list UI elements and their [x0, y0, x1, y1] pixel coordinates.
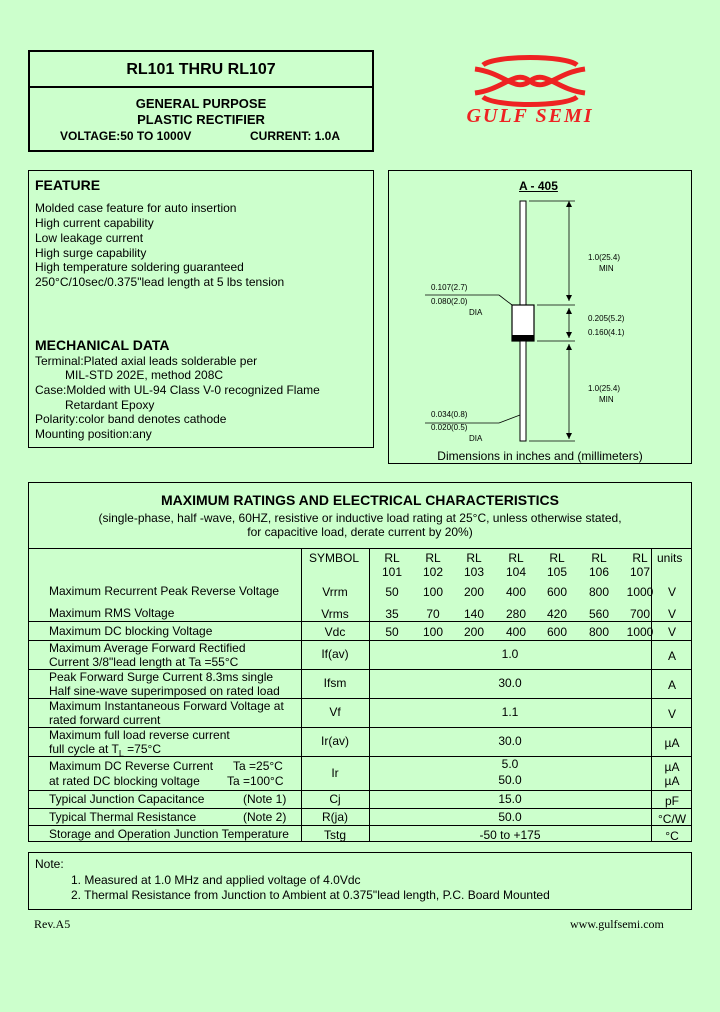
- row-unit-vdc: V: [667, 625, 676, 639]
- lead-length-bottom: 1.0(25.4): [588, 384, 621, 393]
- part-column-header-number: 105: [546, 565, 568, 579]
- row-value-vdc: 800: [588, 625, 610, 639]
- notes-box: [28, 852, 692, 910]
- voltage-rating: VOLTAGE:50 TO 1000V: [60, 129, 192, 143]
- irav-line2-text: full cycle at T: [49, 742, 119, 756]
- row-value-irav: 30.0: [498, 734, 522, 748]
- mechanical-line: Case:Molded with UL-94 Class V-0 recognized Flame: [35, 383, 320, 397]
- feature-item: Molded case feature for auto insertion: [35, 201, 237, 215]
- subtitle-box: [28, 86, 374, 152]
- mechanical-line: Polarity:color band denotes cathode: [35, 412, 227, 426]
- part-column-header-number: 104: [505, 565, 527, 579]
- subtitle-line2: PLASTIC RECTIFIER: [137, 112, 265, 127]
- current-rating: CURRENT: 1.0A: [250, 129, 341, 143]
- row-value-vrms: 560: [588, 607, 610, 621]
- row-value-vrrm: 400: [505, 585, 527, 599]
- title-box: [28, 50, 374, 88]
- revision-label: Rev.A5: [34, 917, 71, 931]
- row-label-ifav-line1: Maximum Average Forward Rectified: [49, 641, 246, 655]
- ratings-note-line1: (single-phase, half -wave, 60HZ, resistive or inductive load rating at 25°C, unless otherwise stated,: [98, 511, 622, 525]
- note-item: 1. Measured at 1.0 MHz and applied voltage of 4.0Vdc: [71, 873, 361, 887]
- notes-heading: Note:: [35, 857, 64, 871]
- row-value-vrms: 35: [385, 607, 399, 621]
- row-value-ifsm: 30.0: [498, 676, 522, 690]
- feature-item: High current capability: [35, 216, 154, 230]
- ratings-note-line2: for capacitive load, derate current by 20%): [247, 525, 473, 539]
- row-symbol-cj: Cj: [329, 792, 341, 806]
- row-unit-tstg: °C: [665, 829, 679, 843]
- row-label-irav-line2: [49, 742, 161, 758]
- lead-dia-max: 0.034(0.8): [431, 410, 468, 419]
- row-symbol-vrrm: Vrrm: [322, 585, 348, 599]
- lead-length-top: 1.0(25.4): [588, 253, 621, 262]
- row-value-ir-25: 5.0: [501, 757, 519, 771]
- part-column-header-number: 107: [629, 565, 651, 579]
- row-value-vdc: 400: [505, 625, 527, 639]
- units-column-header: units: [657, 551, 683, 565]
- part-column-header-number: 102: [422, 565, 444, 579]
- row-note-cj: (Note 1): [243, 792, 287, 806]
- ratings-title: MAXIMUM RATINGS AND ELECTRICAL CHARACTERISTICS: [161, 492, 559, 508]
- row-unit-ifav: A: [667, 649, 676, 663]
- feature-item: High temperature soldering guaranteed: [35, 260, 244, 274]
- row-symbol-rja: R(ja): [322, 810, 348, 824]
- part-column-header-number: 106: [588, 565, 610, 579]
- row-value-cj: 15.0: [498, 792, 522, 806]
- lead-dia-label: DIA: [469, 434, 483, 443]
- row-label-tstg: Storage and Operation Junction Temperature: [49, 827, 289, 841]
- row-value-ir-100: 50.0: [498, 773, 522, 787]
- lead-length-bottom-min: MIN: [599, 395, 614, 404]
- feature-box: [28, 170, 374, 448]
- row-value-vdc: 600: [546, 625, 568, 639]
- part-column-header-number: 103: [463, 565, 485, 579]
- row-value-vrrm: 1000: [626, 585, 654, 599]
- row-value-vdc: 1000: [626, 625, 654, 639]
- row-unit-rja: °C/W: [657, 812, 687, 826]
- body-length-max: 0.205(5.2): [588, 314, 625, 323]
- row-value-vdc: 50: [385, 625, 399, 639]
- row-label-ir-line1: Maximum DC Reverse Current: [49, 759, 214, 773]
- row-label-vrms: Maximum RMS Voltage: [49, 606, 175, 620]
- row-unit-vf: V: [667, 707, 676, 721]
- lead-length-top-min: MIN: [599, 264, 614, 273]
- symbol-column-header: SYMBOL: [309, 551, 360, 565]
- feature-item: Low leakage current: [35, 231, 144, 245]
- row-value-rja: 50.0: [498, 810, 522, 824]
- row-label-ifav-line2: Current 3/8"lead length at Ta =55°C: [49, 655, 239, 669]
- gulf-semi-logo: [455, 55, 605, 135]
- row-value-vrms: 280: [505, 607, 527, 621]
- row-value-vrms: 70: [426, 607, 440, 621]
- body-length-min: 0.160(4.1): [588, 328, 625, 337]
- row-label-ir-line2: at rated DC blocking voltage: [49, 774, 200, 788]
- row-cond-ir-100: Ta =100°C: [227, 774, 284, 788]
- row-note-rja: (Note 2): [243, 810, 287, 824]
- row-label-vrrm: Maximum Recurrent Peak Reverse Voltage: [49, 584, 280, 598]
- row-symbol-ir: Ir: [331, 766, 339, 780]
- row-value-vdc: 100: [422, 625, 444, 639]
- part-number-title: RL101 THRU RL107: [126, 61, 276, 78]
- note-item: 2. Thermal Resistance from Junction to Ambient at 0.375"lead length, P.C. Board Mounted: [71, 888, 550, 902]
- row-unit-cj: pF: [664, 794, 679, 808]
- mechanical-line: Mounting position:any: [35, 427, 152, 441]
- row-unit-ir-100: µA: [664, 774, 680, 788]
- mechanical-line: Terminal:Plated axial leads solderable per: [35, 354, 258, 368]
- mechanical-line: MIL-STD 202E, method 208C: [65, 368, 224, 382]
- row-value-vrms: 420: [546, 607, 568, 621]
- logo-text: GULF SEMI: [466, 105, 594, 127]
- row-value-vrrm: 200: [463, 585, 485, 599]
- row-symbol-ifav: If(av): [321, 647, 349, 661]
- body-dia-max: 0.107(2.7): [431, 283, 468, 292]
- feature-item: 250°C/10sec/0.375"lead length at 5 lbs tension: [35, 275, 285, 289]
- row-label-vf-line1: Maximum Instantaneous Forward Voltage at: [49, 699, 284, 713]
- website-link[interactable]: www.gulfsemi.com: [570, 917, 664, 931]
- package-box: [388, 170, 692, 464]
- row-value-vdc: 200: [463, 625, 485, 639]
- row-symbol-vrms: Vrms: [321, 607, 349, 621]
- row-label-ifsm-line2: Half sine-wave superimposed on rated load: [49, 684, 280, 698]
- row-label-ifsm-line1: Peak Forward Surge Current 8.3ms single: [49, 670, 274, 684]
- diode-outline-drawing: [389, 171, 693, 465]
- part-column-header-number: 101: [381, 565, 403, 579]
- top-lead: [520, 201, 526, 306]
- mechanical-heading: MECHANICAL DATA: [35, 337, 170, 353]
- row-label-vf-line2: rated forward current: [49, 713, 161, 727]
- package-name: A - 405: [519, 179, 558, 193]
- row-value-ifav: 1.0: [501, 647, 519, 661]
- ratings-section: [28, 482, 692, 842]
- lead-dia-min: 0.020(0.5): [431, 423, 468, 432]
- row-value-vrms: 700: [629, 607, 651, 621]
- row-symbol-vdc: Vdc: [324, 625, 346, 639]
- row-unit-vrms: V: [667, 607, 676, 621]
- irav-line2-temp: =75°C: [123, 742, 161, 756]
- part-column-header: RL: [591, 551, 607, 565]
- row-label-vdc: Maximum DC blocking Voltage: [49, 624, 213, 638]
- cathode-band: [512, 335, 534, 341]
- row-value-vrrm: 50: [385, 585, 399, 599]
- part-column-header: RL: [466, 551, 482, 565]
- part-column-header: RL: [549, 551, 565, 565]
- feature-item: High surge capability: [35, 246, 147, 260]
- row-unit-irav: µA: [664, 736, 680, 750]
- row-symbol-ifsm: Ifsm: [323, 676, 347, 690]
- row-unit-ir-25: µA: [664, 760, 680, 774]
- row-symbol-irav: Ir(av): [321, 734, 349, 748]
- bottom-lead: [520, 341, 526, 441]
- part-column-header: RL: [508, 551, 524, 565]
- row-value-vrrm: 800: [588, 585, 610, 599]
- row-value-vf: 1.1: [501, 705, 519, 719]
- irav-subscript: L: [118, 748, 124, 759]
- row-cond-ir-25: Ta =25°C: [233, 759, 283, 773]
- feature-heading: FEATURE: [35, 177, 101, 193]
- row-unit-vrrm: V: [667, 585, 676, 599]
- row-value-vrms: 140: [463, 607, 485, 621]
- row-label-cj: Typical Junction Capacitance: [49, 792, 205, 806]
- row-label-rja: Typical Thermal Resistance: [49, 810, 197, 824]
- mechanical-line: Retardant Epoxy: [65, 398, 155, 412]
- part-column-header: RL: [384, 551, 400, 565]
- row-symbol-tstg: Tstg: [323, 828, 346, 842]
- body-dia-min: 0.080(2.0): [431, 297, 468, 306]
- body-dia-label: DIA: [469, 308, 483, 317]
- row-value-vrrm: 600: [546, 585, 568, 599]
- subtitle-line1: GENERAL PURPOSE: [135, 96, 267, 111]
- part-column-header: RL: [632, 551, 648, 565]
- row-value-vrrm: 100: [422, 585, 444, 599]
- row-label-irav-line1: Maximum full load reverse current: [49, 728, 230, 742]
- dimensions-caption: Dimensions in inches and (millimeters): [437, 449, 643, 463]
- part-column-header: RL: [425, 551, 441, 565]
- row-symbol-vf: Vf: [329, 705, 341, 719]
- row-value-tstg: -50 to +175: [479, 828, 541, 842]
- row-unit-ifsm: A: [667, 678, 676, 692]
